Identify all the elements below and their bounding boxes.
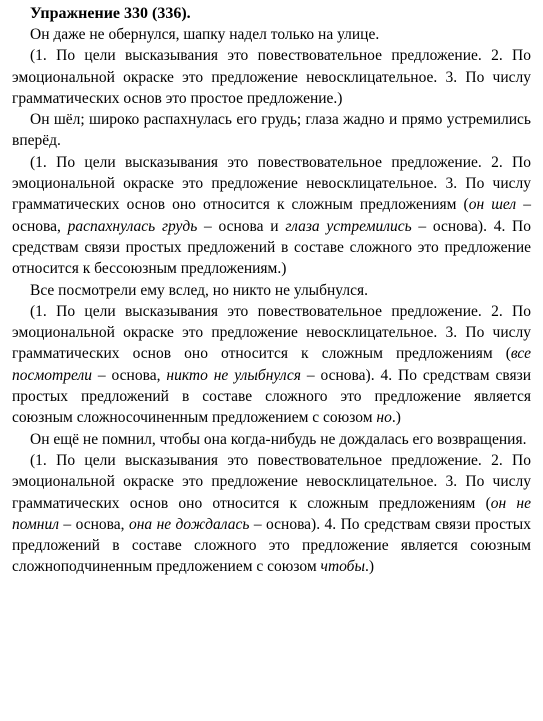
sentence-analysis (12, 450, 531, 578)
example-sentence (12, 109, 531, 152)
exercise-title: Упражнение 330 (336). (30, 5, 191, 22)
text-run: – основа, (12, 196, 531, 235)
text-run: – основа и (197, 217, 286, 235)
grammatical-basis: но (376, 409, 392, 427)
grammatical-basis: никто не улыбнулся (166, 366, 301, 384)
text-run: Все посмотрели ему вслед, но никто не улыбнулся. (30, 281, 368, 299)
exercise-content (12, 24, 531, 578)
text-run: (1. По цели высказывания это повествовательное предложение. 2. По эмоциональной окраске это предложение невосклицательное. 3. По числу грамматических основ оно относится к сложным предложениям ( (12, 153, 531, 214)
sentence-analysis (12, 45, 531, 109)
text-run: Он ещё не помнил, чтобы она когда-нибудь не дождалась его возвращения. (30, 430, 527, 448)
text-run: – основа). 4. По средствам связи простых предложений в составе сложного это предложение относится к бессоюзным предложениям.) (12, 217, 532, 278)
text-run: (1. По цели высказывания это повествовательное предложение. 2. По эмоциональной окраске это предложение невосклицательное. 3. По числу грамматических основ это простое предложение.) (12, 47, 531, 107)
text-run: – основа, (91, 366, 167, 384)
grammatical-basis: распахнулась грудь (67, 217, 198, 235)
grammatical-basis: он шел (468, 196, 517, 214)
grammatical-basis: все посмотрели (12, 345, 531, 384)
text-run: Он шёл; широко распахнулась его грудь; глаза жадно и прямо устремились вперёд. (12, 111, 531, 150)
text-run: – основа, (59, 515, 129, 533)
grammatical-basis: глаза устремились (285, 217, 412, 235)
text-run: Он даже не обернулся, шапку надел только на улице. (30, 26, 380, 43)
example-sentence (12, 280, 531, 301)
sentence-analysis (12, 301, 531, 429)
text-run: (1. По цели высказывания это повествовательное предложение. 2. По эмоциональной окраске это предложение невосклицательное. 3. По числу грамматических основ оно относится к сложным предложениям ( (12, 302, 531, 363)
text-run: (1. По цели высказывания это повествовательное предложение. 2. По эмоциональной окраске это предложение невосклицательное. 3. По числу грамматических основ оно относится к сложным предложениям ( (12, 451, 531, 512)
text-run: – основа). 4. По средствам связи простых предложений в составе сложного это предложение является союзным сложноподчиненным предложением с союзом (12, 515, 531, 576)
grammatical-basis: она не дождалась (128, 515, 250, 533)
text-run: .) (364, 558, 375, 576)
text-run: .) (391, 409, 401, 427)
grammatical-basis: он не помнил (12, 494, 531, 533)
example-sentence (12, 24, 531, 45)
sentence-analysis (12, 152, 531, 280)
grammatical-basis: чтобы (320, 558, 365, 576)
example-sentence (12, 429, 531, 450)
text-run: – основа). 4. По средствам связи простых предложений в составе сложного это предложение является союзным сложносочиненным предложением с союзом (12, 366, 531, 427)
